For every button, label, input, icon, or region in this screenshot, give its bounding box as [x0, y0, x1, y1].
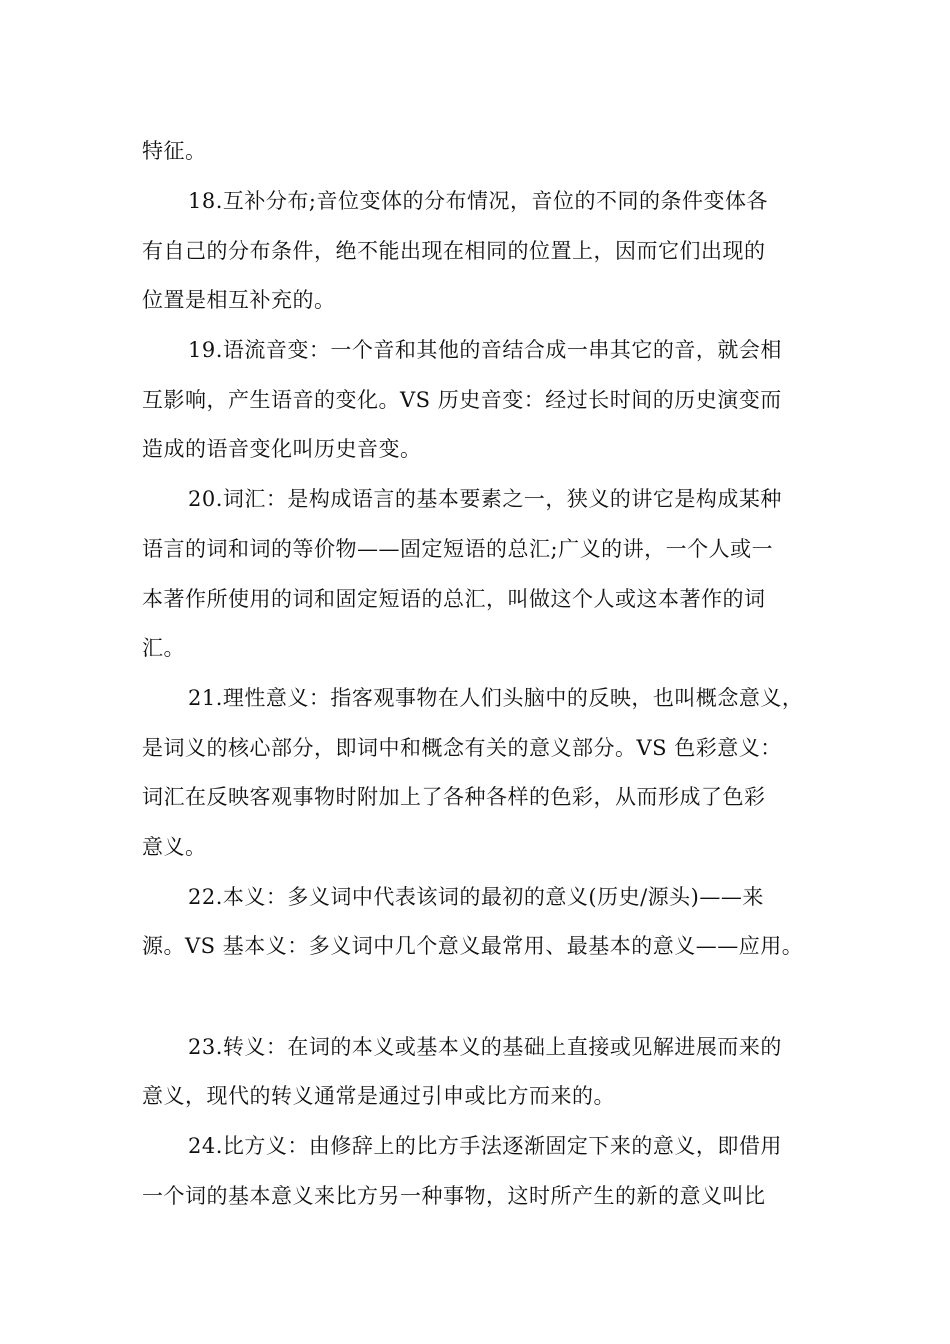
text-line: 词汇在反映客观事物时附加上了各种各样的色彩，从而形成了色彩	[142, 785, 766, 809]
text-line: 20.词汇：是构成语言的基本要素之一，狭义的讲它是构成某种	[188, 487, 782, 511]
text-line: 本著作所使用的词和固定短语的总汇，叫做这个人或这本著作的词	[142, 587, 766, 611]
text-line: 汇。	[142, 636, 185, 660]
text-line: 意义，现代的转义通常是通过引申或比方而来的。	[142, 1084, 615, 1108]
text-line: 19.语流音变：一个音和其他的音结合成一串其它的音，就会相	[188, 338, 782, 362]
text-line: 23.转义：在词的本义或基本义的基础上直接或见解进展而来的	[188, 1035, 782, 1059]
text-line: 一个词的基本意义来比方另一种事物，这时所产生的新的意义叫比	[142, 1184, 766, 1208]
text-line: 意义。	[142, 835, 207, 859]
text-line: 有自己的分布条件，绝不能出现在相同的位置上，因而它们出现的	[142, 239, 766, 263]
text-line: 造成的语音变化叫历史音变。	[142, 437, 422, 461]
text-line: 18.互补分布;音位变体的分布情况，音位的不同的条件变体各	[188, 189, 768, 213]
text-line: 位置是相互补充的。	[142, 288, 336, 312]
text-line: 语言的词和词的等价物——固定短语的总汇;广义的讲，一个人或一	[142, 537, 774, 561]
text-line: 是词义的核心部分，即词中和概念有关的意义部分。VS 色彩意义：	[142, 736, 782, 760]
text-line: 特征。	[142, 139, 207, 163]
text-line: 24.比方义：由修辞上的比方手法逐渐固定下来的意义，即借用	[188, 1134, 782, 1158]
text-line: 互影响，产生语音的变化。VS 历史音变：经过长时间的历史演变而	[142, 388, 782, 412]
text-line: 21.理性意义：指客观事物在人们头脑中的反映，也叫概念意义，	[188, 686, 804, 710]
text-line: 源。VS 基本义：多义词中几个意义最常用、最基本的意义——应用。	[142, 934, 804, 958]
text-line: 22.本义：多义词中代表该词的最初的意义(历史/源头)——来	[188, 885, 764, 909]
